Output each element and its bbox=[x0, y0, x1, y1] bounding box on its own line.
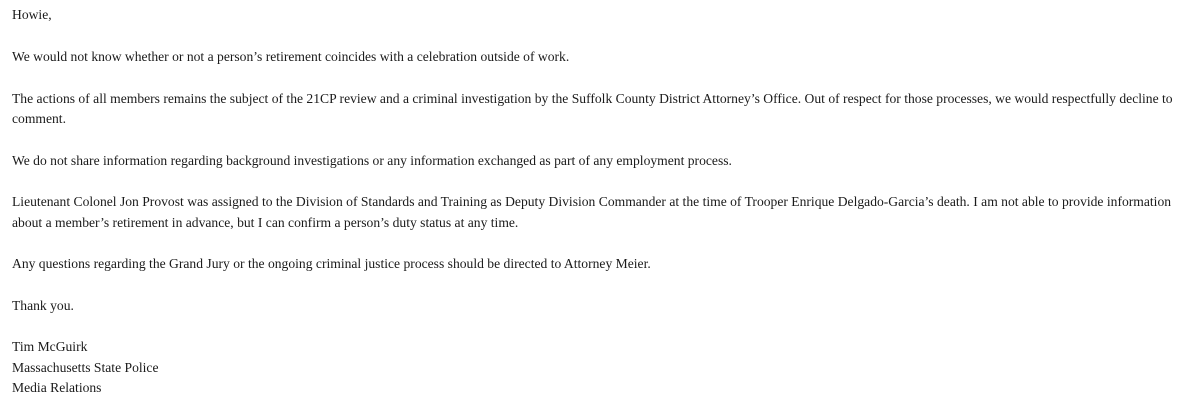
paragraph-2-line-1: The actions of all members remains the subject of the 21CP review and a criminal investigation by the Suffolk County District Attorney’s Office. Out of respect for those processes, we would respectfully decline to bbox=[12, 91, 1173, 106]
paragraph-4-line-2: about a member’s retirement in advance, but I can confirm a person’s duty status at any time. bbox=[12, 215, 519, 230]
paragraph-5-line-1: Any questions regarding the Grand Jury or the ongoing criminal justice process should be directed to Attorney Meier. bbox=[12, 256, 651, 271]
greeting: Howie, bbox=[12, 7, 52, 22]
paragraph-3-line-1: We do not share information regarding background investigations or any information exchanged as part of any employment process. bbox=[12, 153, 732, 168]
paragraph-1-line-1: We would not know whether or not a person’s retirement coincides with a celebration outside of work. bbox=[12, 49, 570, 64]
signature-name: Tim McGuirk bbox=[12, 339, 88, 354]
signature-department: Media Relations bbox=[12, 380, 102, 395]
paragraph-2-line-2: comment. bbox=[12, 111, 66, 126]
signature-organization: Massachusetts State Police bbox=[12, 360, 159, 375]
closing: Thank you. bbox=[12, 298, 74, 313]
paragraph-4-line-1: Lieutenant Colonel Jon Provost was assigned to the Division of Standards and Training as Deputy Division Commander at the time of Trooper Enrique Delgado-Garcia’s death. I am not able to provide information bbox=[12, 194, 1172, 209]
